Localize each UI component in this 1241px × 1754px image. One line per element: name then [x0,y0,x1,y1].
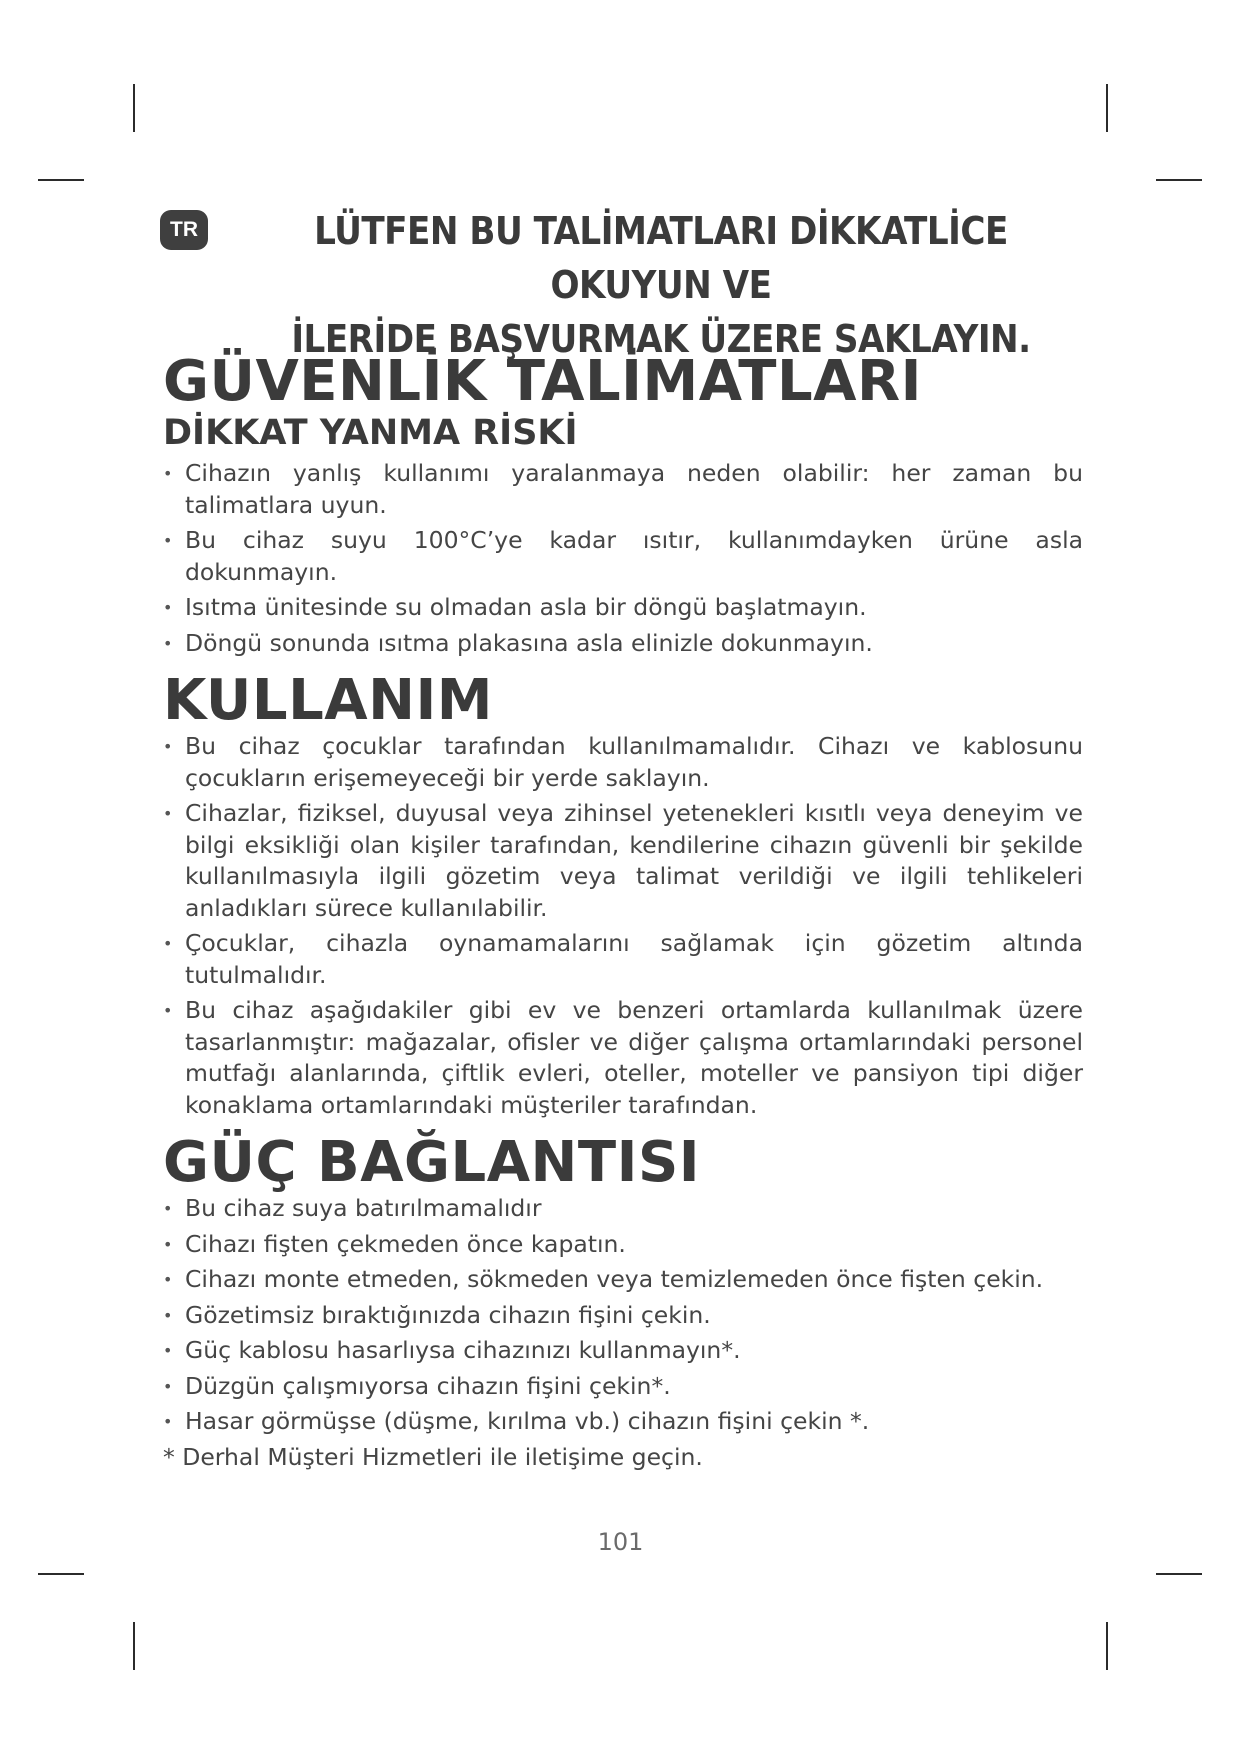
list-item: • Çocuklar, cihazla oynamamalarını sağlamak için gözetim altında tutulmalıdır. [163,928,1083,991]
safety-title: GÜVENLİK TALİMATLARI [163,349,922,414]
crop-mark-top-right-vertical [1106,84,1108,132]
list-item: • Bu cihaz suyu 100°C’ye kadar ısıtır, kullanımdayken ürüne asla dokunmayın. [163,525,1083,588]
power-list [163,1193,1083,1438]
page-number: 101 [597,1528,644,1556]
crop-mark-bottom-right-vertical [1106,1622,1108,1670]
list-item: • Bu cihaz çocuklar tarafından kullanılmamalıdır. Cihazı ve kablosunu çocukların erişemeyeceği bir yerde saklayın. [163,731,1083,794]
crop-mark-top-left-vertical [133,84,135,132]
language-badge: TR [160,210,208,250]
usage-list [163,731,1083,1121]
crop-mark-top-left-horizontal [38,179,84,181]
crop-mark-top-right-horizontal [1156,179,1202,181]
list-item: • Hasar görmüşse (düşme, kırılma vb.) cihazın fişini çekin *. [163,1406,1083,1438]
power-section [163,1130,1083,1473]
list-item: • Bu cihaz suya batırılmamalıdır [163,1193,1083,1225]
usage-title: KULLANIM [163,668,494,733]
notice-line-2: İLERİDE BAŞVURMAK ÜZERE SAKLAYIN. [291,317,1031,361]
safety-subtitle: DİKKAT YANMA RİSKİ [163,413,578,453]
list-item: • Cihazı fişten çekmeden önce kapatın. [163,1229,1083,1261]
footnote: * Derhal Müşteri Hizmetleri ile iletişime geçin. [163,1442,703,1471]
list-item: • Cihazlar, fiziksel, duyusal veya zihinsel yetenekleri kısıtlı veya deneyim ve bilgi eksikliği olan kişiler tarafından, kendilerine cihazın güvenli bir şekilde kullanılmasıyla ilgili gözetim veya talimat verildiği ve ilgili tehlikeleri anladıkları sürece kullanılabilir. [163,798,1083,924]
safety-section [163,349,1083,659]
crop-mark-bottom-left-horizontal [38,1573,84,1575]
notice-line-1: LÜTFEN BU TALİMATLARI DİKKATLİCE OKUYUN VE [314,209,1008,307]
list-item: • Isıtma ünitesinde su olmadan asla bir döngü başlatmayın. [163,592,1083,624]
notice [232,204,1090,366]
list-item: • Gözetimsiz bıraktığınızda cihazın fişini çekin. [163,1300,1083,1332]
header [160,204,1090,366]
list-item: • Güç kablosu hasarlıysa cihazınızı kullanmayın*. [163,1335,1083,1367]
safety-list [163,458,1083,659]
list-item: • Cihazı monte etmeden, sökmeden veya temizlemeden önce fişten çekin. [163,1264,1083,1296]
crop-mark-bottom-right-horizontal [1156,1573,1202,1575]
list-item: • Bu cihaz aşağıdakiler gibi ev ve benzeri ortamlarda kullanılmak üzere tasarlanmıştır: mağazalar, ofisler ve diğer çalışma ortamlarındaki personel mutfağı alanlarında, çiftlik evleri, oteller, moteller ve pansiyon tipi diğer konaklama ortamlarındaki müşteriler tarafından. [163,995,1083,1121]
power-title: GÜÇ BAĞLANTISI [163,1130,701,1195]
usage-section [163,668,1083,1121]
content [163,349,1083,1473]
list-item: • Cihazın yanlış kullanımı yaralanmaya neden olabilir: her zaman bu talimatlara uyun. [163,458,1083,521]
crop-mark-bottom-left-vertical [133,1622,135,1670]
list-item: • Düzgün çalışmıyorsa cihazın fişini çekin*. [163,1371,1083,1403]
list-item: • Döngü sonunda ısıtma plakasına asla elinizle dokunmayın. [163,628,1083,660]
